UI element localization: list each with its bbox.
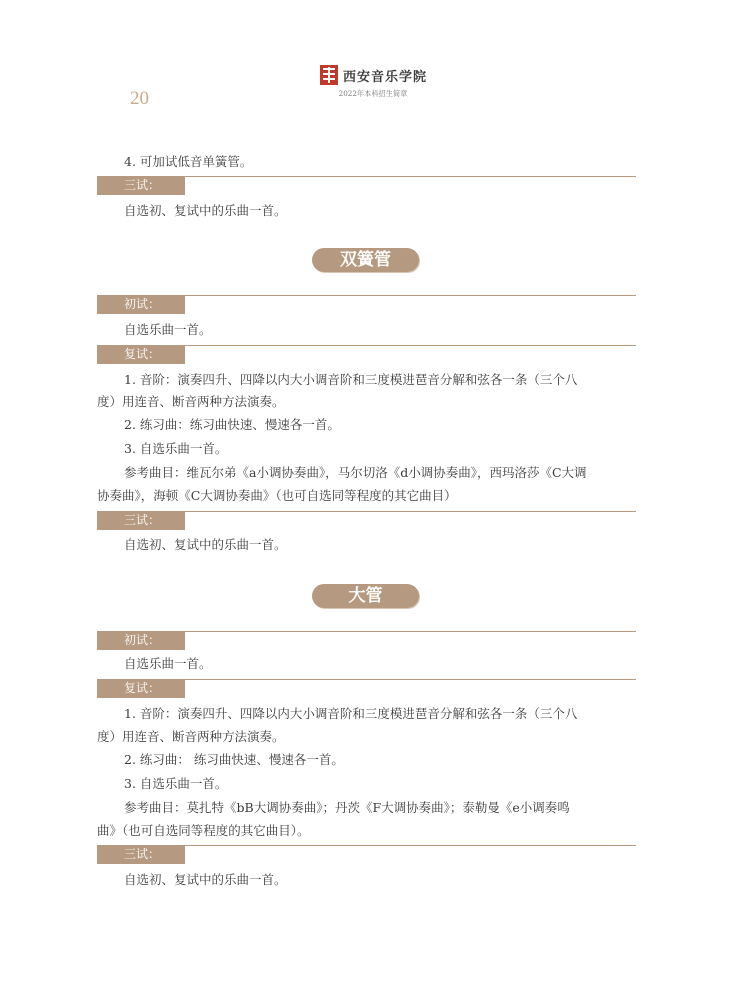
bassoon-third-round-text: 自选初、复试中的乐曲一首。: [124, 872, 287, 887]
bassoon-line: 1. 音阶：演奏四升、四降以内大小调音阶和三度模进琶音分解和弦各一条（三个八: [124, 706, 578, 721]
section-label: 三试：: [97, 176, 185, 195]
section-title-oboe: 双簧管: [312, 248, 419, 272]
bassoon-line: 曲》（也可自选同等程度的其它曲目）。: [97, 823, 310, 838]
divider: [185, 845, 636, 846]
bassoon-second-round-bar: [97, 679, 636, 698]
bassoon-line: 3. 自选乐曲一首。: [124, 776, 228, 791]
brochure-subtitle: 2022年本科招生简章: [338, 89, 408, 98]
oboe-line: 1. 音阶：演奏四升、四降以内大小调音阶和三度模进琶音分解和弦各一条（三个八: [124, 372, 578, 387]
oboe-first-round-text: 自选乐曲一首。: [124, 322, 212, 337]
divider: [185, 679, 636, 680]
oboe-third-round-bar: [97, 511, 636, 530]
bassoon-line: 度）用连音、断音两种方法演奏。: [97, 729, 285, 744]
divider: [185, 631, 636, 632]
bassoon-line: 2. 练习曲： 练习曲快速、慢速各一首。: [124, 752, 344, 767]
section-label: 初试：: [97, 631, 185, 650]
oboe-line: 协奏曲》，海顿《C大调协奏曲》（也可自选同等程度的其它曲目）: [97, 488, 457, 503]
oboe-line: 3. 自选乐曲一首。: [124, 441, 228, 456]
section-label: 复试：: [97, 345, 185, 364]
divider: [185, 511, 636, 512]
bassoon-first-round-bar: [97, 631, 636, 650]
page-header: [318, 64, 428, 99]
section-label: 初试：: [97, 295, 185, 314]
clarinet-third-round-text: 自选初、复试中的乐曲一首。: [124, 203, 287, 218]
clarinet-item-4: 4. 可加试低音单簧管。: [124, 154, 253, 169]
oboe-line: 度）用连音、断音两种方法演奏。: [97, 394, 285, 409]
oboe-line: 参考曲目：维瓦尔弟《a小调协奏曲》，马尔切洛《d小调协奏曲》，西玛洛莎《C大调: [124, 465, 587, 480]
page-number: 20: [130, 88, 149, 109]
divider: [185, 176, 636, 177]
school-emblem-icon: [319, 64, 339, 86]
clarinet-third-round-bar: [97, 176, 636, 195]
bassoon-line: 参考曲目：莫扎特《bB大调协奏曲》；丹茨《F大调协奏曲》；泰勒曼《e小调奏鸣: [124, 800, 570, 815]
oboe-first-round-bar: [97, 295, 636, 314]
oboe-line: 2. 练习曲：练习曲快速、慢速各一首。: [124, 417, 340, 432]
bassoon-first-round-text: 自选乐曲一首。: [124, 656, 212, 671]
school-name: 西安音乐学院: [342, 69, 427, 85]
bassoon-third-round-bar: [97, 845, 636, 864]
section-label: 三试：: [97, 845, 185, 864]
oboe-third-round-text: 自选初、复试中的乐曲一首。: [124, 537, 287, 552]
divider: [185, 345, 636, 346]
section-label: 复试：: [97, 679, 185, 698]
section-label: 三试：: [97, 511, 185, 530]
divider: [185, 295, 636, 296]
logo: [318, 64, 428, 86]
section-title-bassoon: 大管: [312, 584, 419, 608]
oboe-second-round-bar: [97, 345, 636, 364]
